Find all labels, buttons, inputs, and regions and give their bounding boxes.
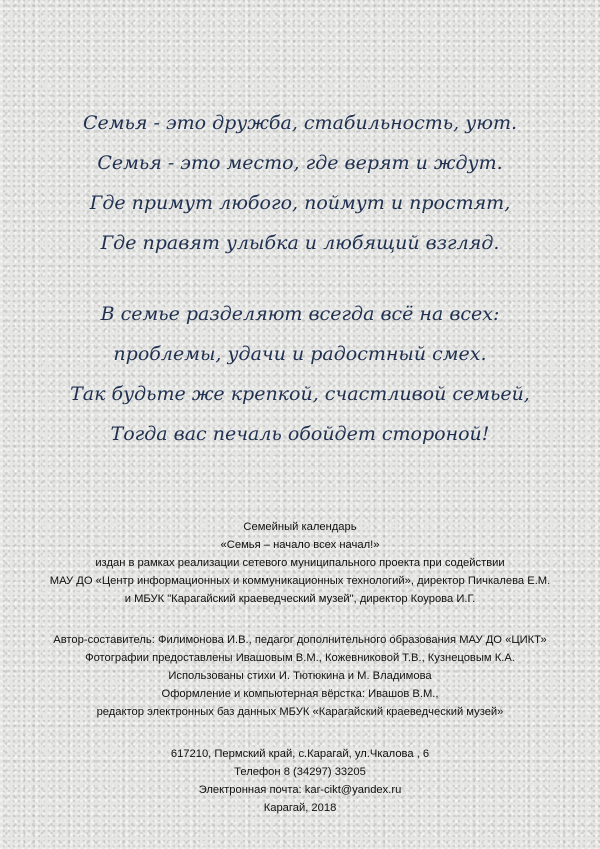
contact-info — [0, 745, 600, 817]
credits-line: Оформление и компьютерная вёрстка: Ивашов В.М., — [161, 688, 439, 700]
poem-line: Так будьте же крепкой, счастливой семьей, — [70, 383, 530, 405]
poem-line: Тогда вас печаль обойдет стороной! — [110, 423, 490, 445]
poem-line: проблемы, удачи и радостный смех. — [113, 343, 487, 365]
publication-info — [0, 518, 600, 608]
authors-info — [0, 631, 600, 721]
poem-line: Семья - это дружба, стабильность, уют. — [82, 112, 518, 134]
credits-line: Использованы стихи И. Тютюкина и М. Владимова — [168, 670, 432, 682]
credits-line: МАУ ДО «Центр информационных и коммуникационных технологий», директор Пичкалева Е.М. — [49, 575, 551, 587]
credits-line: Семейный календарь — [243, 521, 357, 533]
credits-line: Фотографии предоставлены Ивашовым В.М., Кожевниковой Т.В., Кузнецовым К.А. — [85, 652, 515, 664]
poem-stanza-2 — [0, 294, 600, 454]
credits-line: «Семья – начало всех начал!» — [220, 539, 380, 551]
phone: Телефон 8 (34297) 33205 — [234, 766, 366, 778]
place-year: Карагай, 2018 — [263, 802, 337, 814]
poem-line: Где правят улыбка и любящий взгляд. — [100, 232, 500, 254]
poem-line: В семье разделяют всегда всё на всех: — [100, 303, 500, 325]
poem-line: Семья - это место, где верят и ждут. — [97, 152, 503, 174]
address: 617210, Пермский край, с.Карагай, ул.Чкалова , 6 — [170, 748, 430, 760]
credits-line: и МБУК "Карагайский краеведческий музей", директор Коурова И.Г. — [124, 593, 476, 605]
poem-stanza-1 — [0, 103, 600, 263]
credits-line: редактор электронных баз данных МБУК «Карагайский краеведческий музей» — [96, 706, 504, 718]
credits-line: Автор-составитель: Филимонова И.В., педагог дополнительного образования МАУ ДО «ЦИКТ» — [53, 634, 547, 646]
email: Электронная почта: kar-cikt@yandex.ru — [198, 784, 402, 796]
credits-line: издан в рамках реализации сетевого муниципального проекта при содействии — [95, 557, 505, 569]
poem-line: Где примут любого, поймут и простят, — [89, 192, 511, 214]
